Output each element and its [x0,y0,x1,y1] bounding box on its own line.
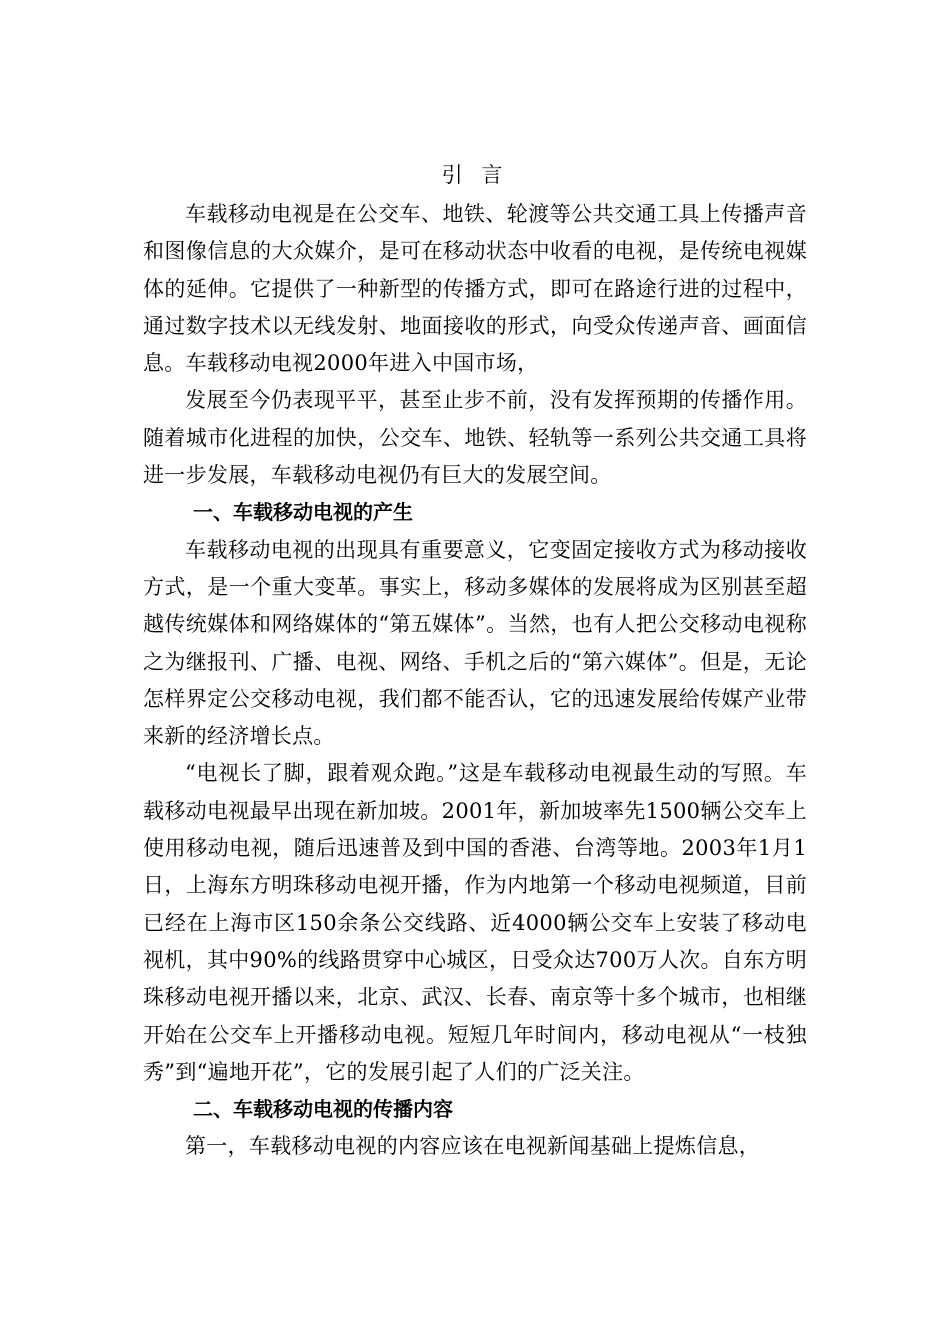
section-1-paragraph-1: 车载移动电视的出现具有重要意义，它变固定接收方式为移动接收方式，是一个重大变革。事实上，移动多媒体的发展将成为区别甚至超越传统媒体和网络媒体的“第五媒体”。当然，也有人把公交移动电视称之为继报刊、广播、电视、网络、手机之后的“第六媒体”。但是，无论怎样界定公交移动电视，我们都不能否认，它的迅速发展给传媒产业带来新的经济增长点。 [143,537,807,749]
section-1-paragraph-2: “电视长了脚，跟着观众跑。”这是车载移动电视最生动的写照。车载移动电视最早出现在新加坡。2001年，新加坡率先1500辆公交车上使用移动电视，随后迅速普及到中国的香港、台湾等地。2003年1月1日，上海东方明珠移动电视开播，作为内地第一个移动电视频道，目前已经在上海市区150余条公交线路、近4000辆公交车上安装了移动电视机，其中90%的线路贯穿中心城区，日受众达700万人次。自东方明珠移动电视开播以来，北京、武汉、长春、南京等十多个城市，也相继开始在公交车上开播移动电视。短短几年时间内，移动电视从“一枝独秀”到“遍地开花”，它的发展引起了人们的广泛关注。 [143,761,807,1084]
document-title: 引 言 [441,163,509,187]
intro-paragraph-1: 车载移动电视是在公交车、地铁、轮渡等公共交通工具上传播声音和图像信息的大众媒介，是可在移动状态中收看的电视，是传统电视媒体的延伸。它提供了一种新型的传播方式，即可在路途行进的过程中，通过数字技术以无线发射、地面接收的形式，向受众传递声音、画面信息。车载移动电视2000年进入中国市场， [143,202,807,376]
section-1-heading: 一、车载移动电视的产生 [193,500,413,525]
document-body [143,196,807,1166]
intro-paragraph-2: 发展至今仍表现平平，甚至止步不前，没有发挥预期的传播作用。随着城市化进程的加快，公交车、地铁、轻轨等一系列公共交通工具将进一步发展，车载移动电视仍有巨大的发展空间。 [143,388,807,488]
section-2-heading: 二、车载移动电视的传播内容 [193,1097,453,1122]
section-2-paragraph-1: 第一，车载移动电视的内容应该在电视新闻基础上提炼信息， [185,1134,761,1159]
